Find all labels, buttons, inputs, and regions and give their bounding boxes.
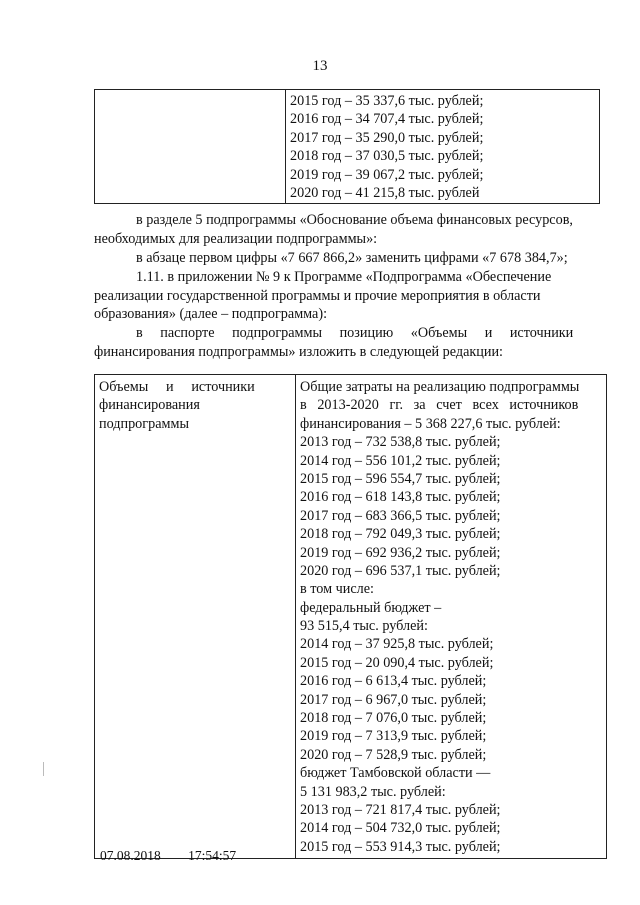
table-cell-position-label [95, 375, 296, 859]
table-line: 2013 год – 721 817,4 тыс. рублей; [300, 801, 501, 818]
text-line: в паспорте подпрограммы позицию «Объемы и источники [136, 325, 574, 341]
text-line: финансирования подпрограммы» изложить в следующей редакции: [94, 343, 503, 360]
table-line: 2018 год – 37 030,5 тыс. рублей; [290, 148, 484, 165]
table-line: 2013 год – 732 538,8 тыс. рублей; [300, 434, 501, 451]
table-cell-year-amounts [286, 90, 600, 204]
text-line: необходимых для реализации подпрограммы»: [94, 230, 378, 247]
passport-table [94, 374, 607, 859]
table-line: 2018 год – 792 049,3 тыс. рублей; [300, 526, 501, 543]
text-line: в абзаце первом цифры «7 667 866,2» заменить цифрами «7 678 384,7»; [136, 250, 568, 266]
table-line: 2019 год – 692 936,2 тыс. рублей; [300, 544, 501, 561]
footer-time: 17:54:57 [188, 848, 237, 863]
table-line: 2020 год – 41 215,8 тыс. рублей [290, 184, 480, 201]
table-line: 2017 год – 35 290,0 тыс. рублей; [290, 129, 484, 146]
table-line: 2015 год – 35 337,6 тыс. рублей; [290, 93, 484, 109]
table-line: 2016 год – 6 613,4 тыс. рублей; [300, 673, 487, 690]
table-line: в 2013-2020 гг. за счет всех источников [300, 397, 579, 414]
table-line: 2019 год – 7 313,9 тыс. рублей; [300, 728, 487, 745]
table-line: 2014 год – 37 925,8 тыс. рублей; [300, 636, 494, 653]
print-timestamp [100, 848, 260, 864]
table-line: федеральный бюджет – [300, 599, 442, 616]
table-line: 2014 год – 504 732,0 тыс. рублей; [300, 820, 501, 837]
table-line: 2015 год – 20 090,4 тыс. рублей; [300, 654, 494, 671]
table-line: Общие затраты на реализацию подпрограммы [300, 379, 580, 395]
scan-margin-mark [43, 762, 44, 776]
table-line: в том числе: [300, 581, 374, 598]
table-line: 2017 год – 6 967,0 тыс. рублей; [300, 691, 487, 708]
table-line: 2019 год – 39 067,2 тыс. рублей; [290, 166, 484, 183]
table-line: 2020 год – 696 537,1 тыс. рублей; [300, 562, 501, 579]
table-line: 2016 год – 618 143,8 тыс. рублей; [300, 489, 501, 506]
table-line: 2017 год – 683 366,5 тыс. рублей; [300, 507, 501, 524]
table-line: 2014 год – 556 101,2 тыс. рублей; [300, 452, 501, 469]
table-line: 5 131 983,2 тыс. рублей: [300, 783, 446, 800]
table-line: подпрограммы [99, 415, 189, 432]
table-line: бюджет Тамбовской области — [300, 765, 491, 782]
table-line: 2015 год – 596 554,7 тыс. рублей; [300, 470, 501, 487]
text-line: образования» (далее – подпрограмма): [94, 306, 328, 323]
table-line: 2018 год – 7 076,0 тыс. рублей; [300, 710, 487, 727]
table-cell-financing-details [296, 375, 607, 859]
text-line: 1.11. в приложении № 9 к Программе «Подпрограмма «Обеспечение [136, 269, 552, 285]
paragraph-section-5 [94, 211, 604, 248]
table-line: финансирования [99, 397, 200, 414]
paragraph-1-11 [94, 268, 604, 324]
footer-date: 07.08.2018 [100, 848, 161, 863]
table-line: 2016 год – 34 707,4 тыс. рублей; [290, 111, 484, 128]
table-cell-empty [95, 90, 286, 204]
table-line: 2015 год – 553 914,3 тыс. рублей; [300, 838, 501, 855]
table-line: 2020 год – 7 528,9 тыс. рублей; [300, 746, 487, 763]
financing-table-continued [94, 89, 600, 204]
table-line: финансирования – 5 368 227,6 тыс. рублей: [300, 415, 561, 432]
text-line: в разделе 5 подпрограммы «Обоснование объема финансовых ресурсов, [136, 212, 573, 228]
paragraph-replace-figures [94, 249, 604, 268]
page-number: 13 [312, 58, 328, 74]
text-line: реализации государственной программы и прочие мероприятия в области [94, 287, 541, 304]
table-line: Объемы и источники [99, 379, 255, 395]
table-line: 93 515,4 тыс. рублей: [300, 618, 428, 635]
paragraph-passport [94, 324, 604, 361]
